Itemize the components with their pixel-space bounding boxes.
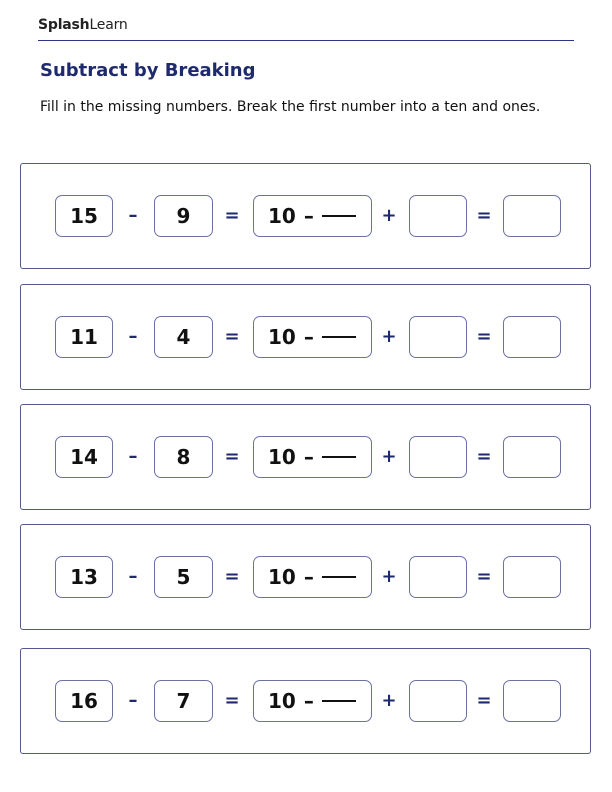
inner-minus-sign: – [303,689,314,713]
ten-label: 10 [268,689,296,713]
equals-sign: = [224,205,240,226]
subtrahend-box: 7 [154,680,213,722]
minus-sign: – [128,690,138,711]
final-answer-box[interactable] [503,556,561,598]
ones-answer-box[interactable] [409,680,467,722]
fill-blank-line[interactable] [322,456,356,458]
ten-minus-blank-box [253,316,372,358]
inner-minus-sign: – [303,204,314,228]
equals-sign: = [224,326,240,347]
worksheet-instructions: Fill in the missing numbers. Break the first number into a ten and ones. [40,99,541,115]
minuend-box: 16 [55,680,113,722]
fill-blank-line[interactable] [322,336,356,338]
ones-answer-box[interactable] [409,195,467,237]
inner-minus-sign: – [303,325,314,349]
ones-answer-box[interactable] [409,316,467,358]
subtrahend-box: 5 [154,556,213,598]
ones-answer-box[interactable] [409,556,467,598]
subtrahend-box: 4 [154,316,213,358]
ten-label: 10 [268,325,296,349]
equals-sign: = [476,690,492,711]
inner-minus-sign: – [303,565,314,589]
final-answer-box[interactable] [503,680,561,722]
final-answer-box[interactable] [503,316,561,358]
fill-blank-line[interactable] [322,700,356,702]
equals-sign: = [224,566,240,587]
equals-sign: = [476,446,492,467]
equals-sign: = [224,690,240,711]
ten-label: 10 [268,565,296,589]
ten-minus-blank-box [253,436,372,478]
equals-sign: = [476,326,492,347]
final-answer-box[interactable] [503,195,561,237]
problem-card [20,524,591,630]
ten-label: 10 [268,445,296,469]
ten-label: 10 [268,204,296,228]
plus-sign: + [381,566,397,587]
problem-card [20,404,591,510]
ten-minus-blank-box [253,195,372,237]
worksheet-title: Subtract by Breaking [40,60,256,81]
minus-sign: – [128,326,138,347]
minuend-box: 11 [55,316,113,358]
splashlearn-logo: SplashLearn [38,17,128,33]
ten-minus-blank-box [253,680,372,722]
minus-sign: – [128,566,138,587]
subtrahend-box: 9 [154,195,213,237]
fill-blank-line[interactable] [322,215,356,217]
equals-sign: = [476,205,492,226]
equals-sign: = [476,566,492,587]
ten-minus-blank-box [253,556,372,598]
problem-card [20,163,591,269]
problem-card [20,284,591,390]
equals-sign: = [224,446,240,467]
minus-sign: – [128,446,138,467]
subtrahend-box: 8 [154,436,213,478]
header-divider [38,40,574,41]
plus-sign: + [381,326,397,347]
header [38,14,574,33]
minuend-box: 13 [55,556,113,598]
ones-answer-box[interactable] [409,436,467,478]
minuend-box: 14 [55,436,113,478]
final-answer-box[interactable] [503,436,561,478]
minuend-box: 15 [55,195,113,237]
fill-blank-line[interactable] [322,576,356,578]
plus-sign: + [381,205,397,226]
inner-minus-sign: – [303,445,314,469]
minus-sign: – [128,205,138,226]
plus-sign: + [381,446,397,467]
plus-sign: + [381,690,397,711]
problem-card [20,648,591,754]
